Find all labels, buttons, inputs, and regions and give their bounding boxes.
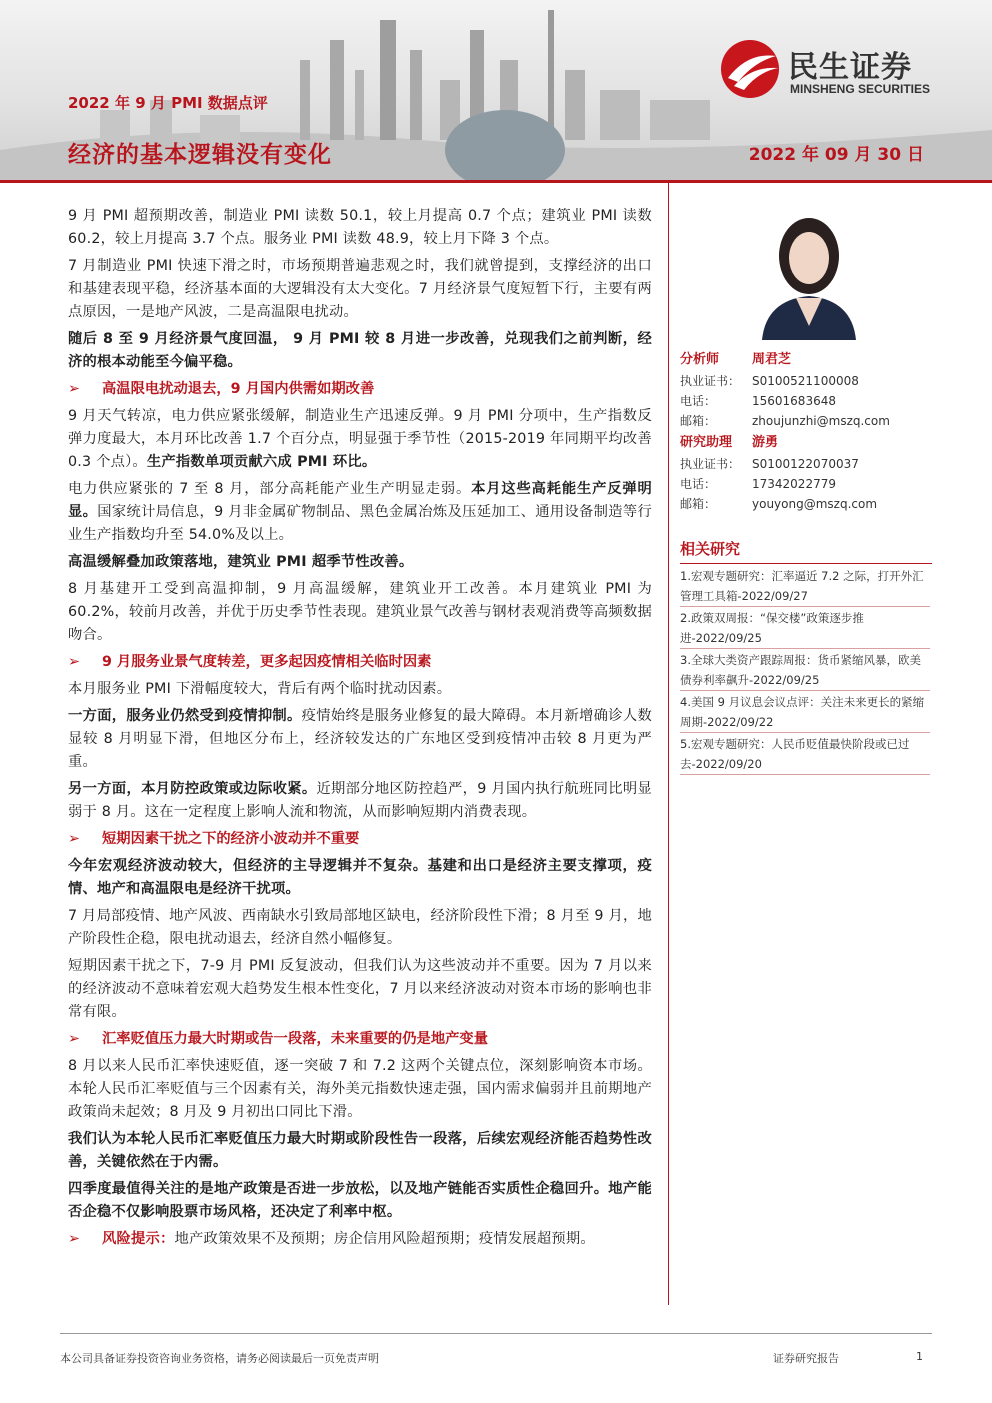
risk-text: 地产政策效果不及预期；房企信用风险超预期；疫情发展超预期。: [174, 1231, 595, 1247]
cert-value: S0100521100008: [752, 374, 859, 388]
chevron-right-icon: ➢: [68, 1231, 81, 1247]
paragraph: 9 月 PMI 超预期改善，制造业 PMI 读数 50.1，较上月提高 0.7 个点；建筑业 PMI 读数 60.2，较上月提高 3.7 个点。服务业 PMI 读数 48.9，较上月下降 3 个点。: [68, 208, 652, 247]
analyst-row: [680, 348, 932, 371]
related-item[interactable]: 4.美国 9 月议息会议点评：关注未来更长的紧缩周期-2022/09/22: [680, 692, 930, 733]
email-label: 邮箱：: [680, 414, 717, 428]
chevron-right-icon: ➢: [68, 654, 80, 670]
text-bold: 一方面，服务业仍然受到疫情抑制。: [68, 708, 302, 724]
report-subtitle: 2022 年 9 月 PMI 数据点评: [68, 94, 268, 112]
risk-label: 风险提示：: [102, 1231, 175, 1247]
chevron-right-icon: ➢: [68, 831, 80, 847]
report-date: 2022 年 09 月 30 日: [748, 145, 924, 165]
paragraph: [68, 705, 652, 774]
paragraph: 本月服务业 PMI 下滑幅度较大，背后有两个临时扰动因素。: [68, 681, 452, 697]
related-research-title: 相关研究: [680, 540, 741, 558]
paragraph-bold: 四季度最值得关注的是地产政策是否进一步放松，以及地产链能否实质性企稳回升。地产能否企稳不仅影响股票市场风格，还决定了利率中枢。: [68, 1181, 652, 1220]
section-heading: [68, 828, 652, 851]
analyst-photo: [752, 196, 866, 340]
info-row: [680, 411, 932, 431]
chevron-right-icon: ➢: [68, 381, 80, 397]
text: 国家统计局信息，9 月非金属矿物制品、黑色金属冶炼及压延加工、通用设备制造等行业生产指数均升至 54.0%及以上。: [68, 504, 652, 543]
cert-value: S0100122070037: [752, 457, 859, 471]
paragraph: 短期因素干扰之下，7-9 月 PMI 反复波动，但我们认为这些波动并不重要。因为 7 月以来的经济波动不意味着宏观大趋势发生根本性变化，7 月以来经济波动对资本市场的影响也非常有限。: [68, 958, 652, 1020]
cert-label: 执业证书：: [680, 374, 741, 388]
email-link[interactable]: zhoujunzhi@mszq.com: [752, 414, 890, 428]
logo-text-en: MINSHENG SECURITIES: [790, 82, 931, 96]
logo-icon: [718, 38, 784, 100]
chevron-right-icon: ➢: [68, 1031, 80, 1047]
report-title: 经济的基本逻辑没有变化: [68, 142, 332, 168]
paragraph: [68, 478, 652, 547]
info-row: [680, 371, 932, 391]
section-heading-text: 短期因素干扰之下的经济小波动并不重要: [102, 831, 360, 847]
section-heading-text: 9 月服务业景气度转差，更多起因疫情相关临时因素: [102, 654, 432, 670]
footer-disclaimer: 本公司具备证券投资咨询业务资格，请务必阅读最后一页免责声明: [60, 1352, 379, 1365]
related-item[interactable]: 1.宏观专题研究：汇率逼近 7.2 之际，打开外汇管理工具箱-2022/09/27: [680, 566, 930, 607]
risk-note: [68, 1228, 652, 1251]
phone-label: 电话：: [680, 394, 717, 408]
phone-label: 电话：: [680, 477, 717, 491]
related-item[interactable]: 5.宏观专题研究：人民币贬值最快阶段或已过去-2022/09/20: [680, 734, 930, 775]
header-banner: [0, 0, 992, 182]
section-heading: [68, 378, 652, 401]
text: 电力供应紧张的 7 至 8 月，部分高耗能产业生产明显走弱。: [68, 481, 472, 497]
related-item[interactable]: 2.政策双周报：“保交楼”政策逐步推进-2022/09/25: [680, 608, 930, 649]
section-heading-text: 汇率贬值压力最大时期或告一段落，未来重要的仍是地产变量: [102, 1031, 489, 1047]
text: 疫情始终是服务业修复的最大障碍。本月新增确诊人数显较 8 月明显下滑，但地区分布上，经济较发达的广东地区受到疫情冲击较 8 月更为严重。: [68, 708, 652, 770]
related-item[interactable]: 3.全球大类资产跟踪周报：货币紧缩风暴，欧美债券利率飙升-2022/09/25: [680, 650, 930, 691]
text: 9 月天气转凉，电力供应紧张缓解，制造业生产迅速反弹。9 月 PMI 分项中，生产指数反弹力度最大，本月环比改善 1.7 个百分点，明显强于季节性（2015-2019 年同期平均改善 0.3 个点）。: [68, 408, 652, 470]
info-row: [680, 391, 932, 411]
paragraph: [68, 405, 652, 474]
footer-doc-type: 证券研究报告: [773, 1352, 839, 1365]
paragraph: 8 月以来人民币汇率快速贬值，逐一突破 7 和 7.2 这两个关键点位，深刻影响资本市场。本轮人民币汇率贬值与三个因素有关，海外美元指数快速走强，国内需求偏弱并且前期地产政策尚未起效；8 月及 9 月初出口同比下滑。: [68, 1058, 652, 1120]
info-row: [680, 454, 932, 474]
assistant-role: 研究助理: [680, 435, 733, 450]
paragraph-bold: 我们认为本轮人民币汇率贬值压力最大时期或阶段性告一段落，后续宏观经济能否趋势性改善，关键依然在于内需。: [68, 1131, 652, 1170]
paragraph: 8 月基建开工受到高温抑制，9 月高温缓解，建筑业开工改善。本月建筑业 PMI 为 60.2%，较前月改善，并优于历史季节性表现。建筑业景气改善与钢材表观消费等高频数据吻合。: [68, 581, 652, 643]
related-divider: [680, 563, 932, 564]
section-heading: [68, 651, 652, 674]
analyst-role: 分析师: [680, 352, 720, 367]
logo-text-cn: 民生证券: [788, 50, 912, 85]
text-bold: 本月这些高耗能生产反弹明显。: [68, 481, 652, 520]
info-row: [680, 494, 932, 514]
text: 近期部分地区防控趋严，9 月国内执行航班同比明显弱于 8 月。这在一定程度上影响人流和物流，从而影响短期内消费表现。: [68, 781, 652, 820]
paragraph-bold: 高温缓解叠加政策落地，建筑业 PMI 超季节性改善。: [68, 554, 414, 570]
email-label: 邮箱：: [680, 497, 717, 511]
page-number: 1: [916, 1350, 923, 1363]
section-heading-text: 高温限电扰动退去，9 月国内供需如期改善: [102, 381, 375, 397]
column-divider: [668, 183, 669, 1305]
assistant-row: [680, 431, 932, 454]
paragraph: [68, 778, 652, 824]
phone-value: 17342022779: [752, 477, 836, 491]
paragraph-bold: 随后 8 至 9 月经济景气度回温， 9 月 PMI 较 8 月进一步改善，兑现我们之前判断，经济的根本动能至今偏平稳。: [68, 331, 652, 370]
analyst-info: [680, 348, 932, 514]
footer-divider: [60, 1333, 932, 1334]
text-bold: 生产指数单项贡献六成 PMI 环比。: [146, 454, 377, 470]
related-research-list: [680, 566, 930, 776]
company-logo: [718, 38, 968, 100]
section-heading: [68, 1028, 652, 1051]
paragraph-bold: 今年宏观经济波动较大，但经济的主导逻辑并不复杂。基建和出口是经济主要支撑项，疫情、地产和高温限电是经济干扰项。: [68, 858, 652, 897]
assistant-name: 游勇: [752, 435, 779, 450]
cert-label: 执业证书：: [680, 457, 741, 471]
phone-value: 15601683648: [752, 394, 836, 408]
analyst-name: 周君芝: [752, 352, 792, 367]
paragraph: 7 月局部疫情、地产风波、西南缺水引致局部地区缺电，经济阶段性下滑；8 月至 9 月，地产阶段性企稳，限电扰动退去，经济自然小幅修复。: [68, 908, 652, 947]
main-content: [68, 205, 652, 1255]
text-bold: 另一方面，本月防控政策或边际收紧。: [68, 781, 317, 797]
header-divider: [0, 180, 992, 183]
paragraph: 7 月制造业 PMI 快速下滑之时，市场预期普遍悲观之时，我们就曾提到，支撑经济的出口和基建表现平稳，经济基本面的大逻辑没有太大变化。7 月经济景气度短暂下行，主要有两点原因，一是地产风波，二是高温限电扰动。: [68, 258, 652, 320]
info-row: [680, 474, 932, 494]
email-link[interactable]: youyong@mszq.com: [752, 497, 878, 511]
